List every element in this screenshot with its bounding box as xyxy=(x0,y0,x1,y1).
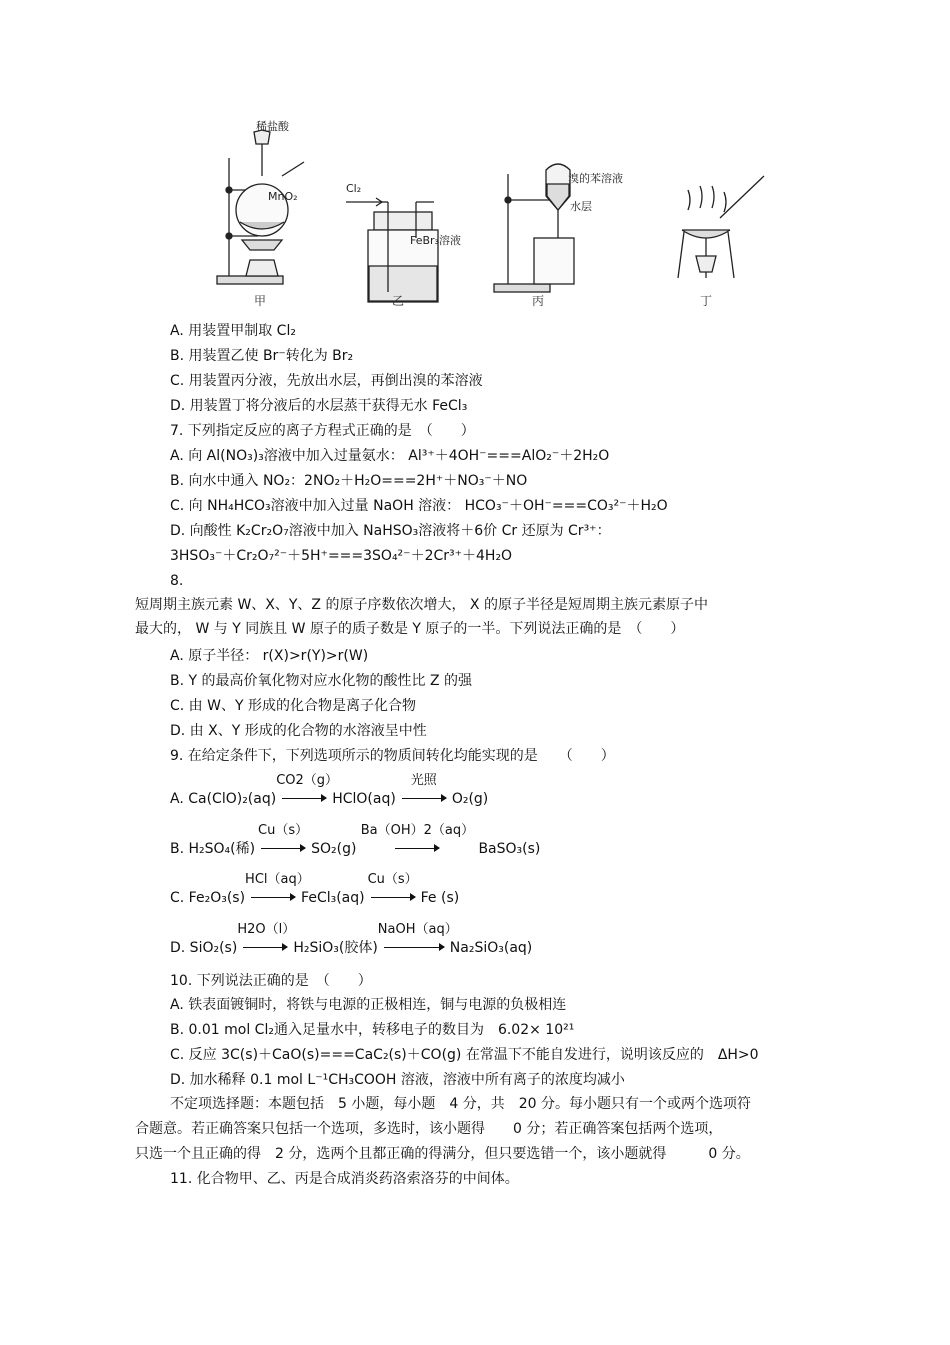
q9-d-product: Na₂SiO₃(aq) xyxy=(449,940,533,956)
q9-option-a xyxy=(170,773,489,808)
q9-b-arrow2 xyxy=(360,823,475,858)
q7-option-a: A. 向 Al(NO₃)₃溶液中加入过量氨水： Al³⁺＋4OH⁻===AlO₂⁻＋2H₂O xyxy=(170,448,610,464)
q9-stem: 9. 在给定条件下，下列选项所示的物质间转化均能实现的是 （ ） xyxy=(170,748,615,764)
apparatus-drawing xyxy=(212,118,768,314)
caption-bing: 丙 xyxy=(532,294,545,308)
q9-d-condition1: H2O（l） xyxy=(237,922,296,937)
section-instructions-line2: 合题意。若正确答案只包括一个选项，多选时，该小题得 0 分；若正确答案包括两个选项， xyxy=(135,1121,723,1137)
q9-a-condition2: 光照 xyxy=(410,773,437,788)
q9-a-product: O₂(g) xyxy=(451,791,489,807)
q9-option-d xyxy=(170,922,533,957)
label-febr3: FeBr₃溶液 xyxy=(410,234,461,247)
caption-jia: 甲 xyxy=(254,294,267,308)
q6-option-b: B. 用装置乙使 Br⁻转化为 Br₂ xyxy=(170,348,354,364)
q9-d-reactant: D. SiO₂(s) xyxy=(170,940,238,956)
q8-stem-line1: 短周期主族元素 W、X、Y、Z 的原子序数依次增大， X 的原子半径是短周期主族元素原子中 xyxy=(135,597,708,613)
q9-c-arrow2 xyxy=(367,872,418,907)
q9-b-product: BaSO₃(s) xyxy=(478,841,541,857)
q8-stem-line2: 最大的， W 与 Y 同族且 W 原子的质子数是 Y 原子的一半。下列说法正确的是 （ ） xyxy=(135,621,685,637)
section-instructions-line1: 不定项选择题：本题包括 5 小题，每小题 4 分，共 20 分。每小题只有一个或两个选项符 xyxy=(170,1096,751,1112)
q7-option-d: D. 向酸性 K₂Cr₂O₇溶液中加入 NaHSO₃溶液将＋6价 Cr 还原为 Cr³⁺： xyxy=(170,523,611,539)
q9-d-arrow2 xyxy=(377,922,458,957)
q10-option-a: A. 铁表面镀铜时，将铁与电源的正极相连，铜与电源的负极相连 xyxy=(170,997,567,1013)
q7-stem: 7. 下列指定反应的离子方程式正确的是 （ ） xyxy=(170,423,475,439)
q9-d-intermediate: H₂SiO₃(胶体) xyxy=(293,940,378,956)
caption-ding: 丁 xyxy=(700,294,713,308)
q8-option-a: A. 原子半径： r(X)>r(Y)>r(W) xyxy=(170,648,369,664)
q9-d-condition2: NaOH（aq） xyxy=(377,922,458,937)
q7-option-b: B. 向水中通入 NO₂：2NO₂＋H₂O===2H⁺＋NO₃⁻＋NO xyxy=(170,473,528,489)
q9-c-product: Fe (s) xyxy=(420,890,460,906)
q9-b-condition1: Cu（s） xyxy=(258,823,309,838)
section-instructions-line3: 只选一个且正确的得 2 分，选两个且都正确的得满分，但只要选错一个，该小题就得 0 分。 xyxy=(135,1146,750,1162)
q6-option-a: A. 用装置甲制取 Cl₂ xyxy=(170,323,296,339)
q9-b-intermediate: SO₂(g) xyxy=(311,841,357,857)
q9-a-arrow1 xyxy=(276,773,339,808)
q10-option-d: D. 加水稀释 0.1 mol L⁻¹CH₃COOH 溶液，溶液中所有离子的浓度均减小 xyxy=(170,1072,625,1088)
q9-option-c xyxy=(170,872,460,907)
q6-option-c: C. 用装置丙分液，先放出水层，再倒出溴的苯溶液 xyxy=(170,373,483,389)
q9-c-condition2: Cu（s） xyxy=(367,872,418,887)
q10-stem: 10. 下列说法正确的是 （ ） xyxy=(170,973,372,989)
label-organic-layer: 溴的苯溶液 xyxy=(568,172,623,185)
q9-c-arrow1 xyxy=(245,872,310,907)
q7-option-d-equation: 3HSO₃⁻＋Cr₂O₇²⁻＋5H⁺===3SO₄²⁻＋2Cr³⁺＋4H₂O xyxy=(170,548,513,564)
q9-a-intermediate: HClO(aq) xyxy=(332,791,396,807)
q8-option-b: B. Y 的最高价氧化物对应水化物的酸性比 Z 的强 xyxy=(170,673,472,689)
q9-c-reactant: C. Fe₂O₃(s) xyxy=(170,890,246,906)
q9-c-intermediate: FeCl₃(aq) xyxy=(301,890,365,906)
q10-option-b: B. 0.01 mol Cl₂通入足量水中，转移电子的数目为 6.02× 10²¹ xyxy=(170,1022,575,1038)
q9-a-reactant: A. Ca(ClO)₂(aq) xyxy=(170,791,277,807)
q8-number: 8. xyxy=(170,573,184,589)
label-water-layer: 水层 xyxy=(570,200,592,213)
q9-c-condition1: HCl（aq） xyxy=(245,872,310,887)
label-mno2: MnO₂ xyxy=(268,190,298,203)
q9-b-condition2: Ba（OH）2（aq） xyxy=(360,823,475,838)
q8-option-c: C. 由 W、Y 形成的化合物是离子化合物 xyxy=(170,698,416,714)
q9-a-arrow2 xyxy=(402,773,446,808)
q7-option-c: C. 向 NH₄HCO₃溶液中加入过量 NaOH 溶液： HCO₃⁻＋OH⁻===CO₃²⁻＋H₂O xyxy=(170,498,668,514)
q11-stem: 11. 化合物甲、乙、丙是合成消炎药洛索洛芬的中间体。 xyxy=(170,1171,519,1187)
q9-b-arrow1 xyxy=(258,823,309,858)
label-hcl: 稀盐酸 xyxy=(256,120,289,133)
q9-option-b xyxy=(170,823,541,858)
caption-yi: 乙 xyxy=(392,294,405,308)
label-cl2: Cl₂ xyxy=(346,182,362,195)
q9-d-arrow1 xyxy=(237,922,296,957)
q8-option-d: D. 由 X、Y 形成的化合物的水溶液呈中性 xyxy=(170,723,427,739)
q9-b-reactant: B. H₂SO₄(稀) xyxy=(170,841,256,857)
q6-option-d: D. 用装置丁将分液后的水层蒸干获得无水 FeCl₃ xyxy=(170,398,468,414)
q9-a-condition1: CO2（g） xyxy=(276,773,339,788)
apparatus-figure xyxy=(212,118,768,314)
q10-option-c: C. 反应 3C(s)＋CaO(s)===CaC₂(s)＋CO(g) 在常温下不能自发进行，说明该反应的 ΔH>0 xyxy=(170,1047,759,1063)
